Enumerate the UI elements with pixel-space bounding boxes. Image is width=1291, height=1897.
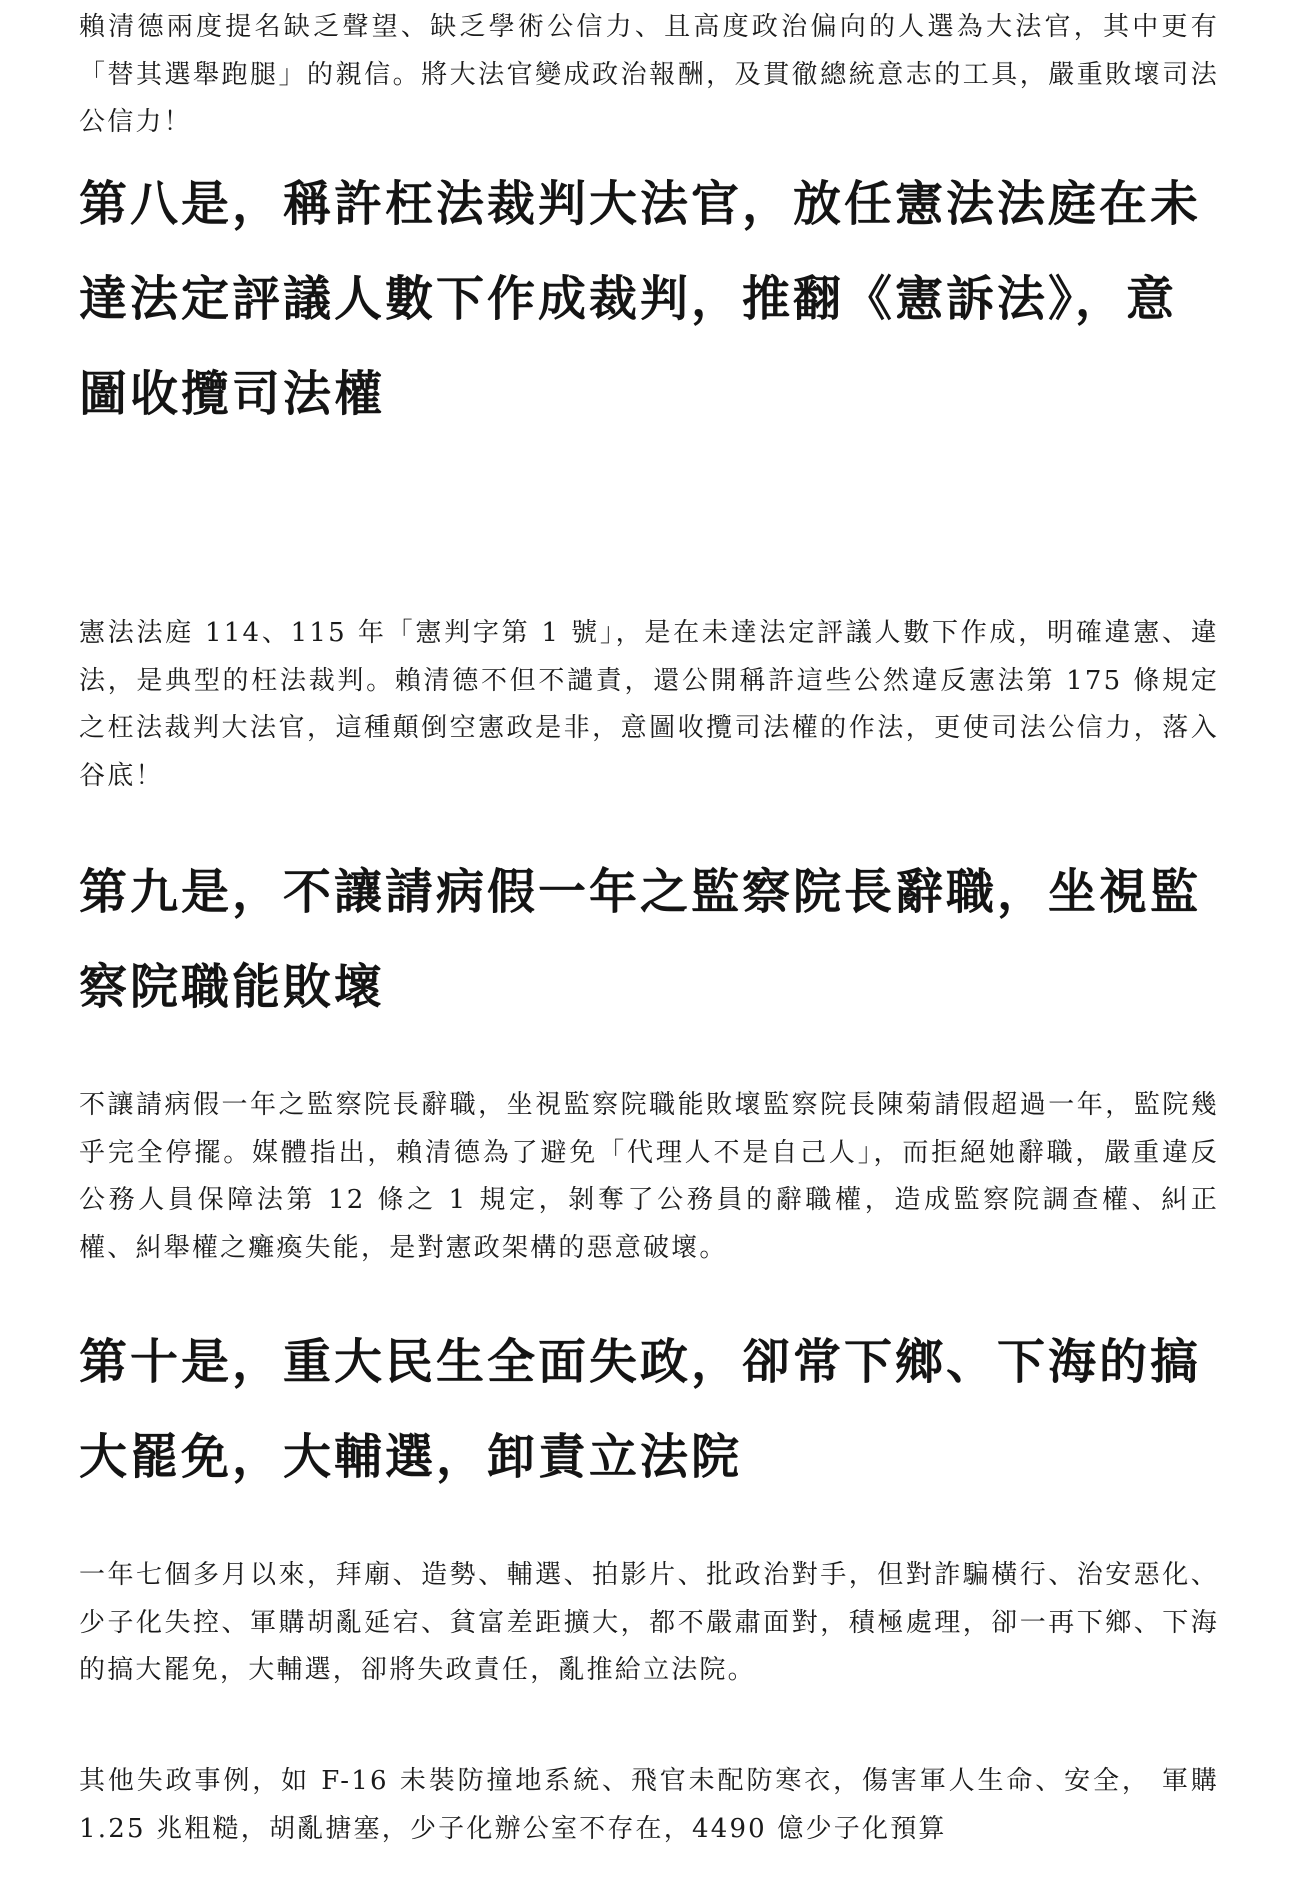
section-body-8: 憲法法庭 114、115 年「憲判字第 1 號」，是在未達法定評議人數下作成，明確違憲、違法，是典型的枉法裁判。賴清德不但不譴責，還公開稱許這些公然違反憲法第 175 條規定之枉法裁判大法官，這種顛倒空憲政是非，意圖收攬司法權的作法，更使司法公信力，落入谷底！ xyxy=(79,618,1219,791)
section-body-10: 一年七個多月以來，拜廟、造勢、輔選、拍影片、批政治對手，但對詐騙橫行、治安惡化、少子化失控、軍購胡亂延宕、貧富差距擴大，都不嚴肅面對，積極處理，卻一再下鄉、下海的搞大罷免，大輔選，卻將失政責任，亂推給立法院。 xyxy=(79,1560,1219,1685)
section-heading-9: 第九是，不讓請病假一年之監察院長辭職，坐視監察院職能敗壞 xyxy=(79,864,1202,1015)
section-body-10-continued: 其他失政事例，如 F-16 未裝防撞地系統、飛官未配防寒衣，傷害軍人生命、安全， 軍購 1.25 兆粗糙，胡亂搪塞，少子化辦公室不存在，4490 億少子化預算 xyxy=(79,1766,1219,1844)
section-body-9: 不讓請病假一年之監察院長辭職，坐視監察院職能敗壞監察院長陳菊請假超過一年，監院幾乎完全停擺。媒體指出，賴清德為了避免「代理人不是自己人」，而拒絕她辭職，嚴重違反公務人員保障法第 12 條之 1 規定，剝奪了公務員的辭職權，造成監察院調查權、糾正權、糾舉權之癱瘓失能，是對憲政架構的惡意破壞。 xyxy=(79,1090,1219,1263)
section-heading-8: 第八是，稱許枉法裁判大法官，放任憲法法庭在未達法定評議人數下作成裁判，推翻《憲訴法》，意圖收攬司法權 xyxy=(79,176,1202,422)
intro-paragraph: 賴清德兩度提名缺乏聲望、缺乏學術公信力、且高度政治偏向的人選為大法官，其中更有「替其選舉跑腿」的親信。將大法官變成政治報酬，及貫徹總統意志的工具，嚴重敗壞司法公信力！ xyxy=(79,12,1219,137)
section-heading-10: 第十是，重大民生全面失政，卻常下鄉、下海的搞大罷免，大輔選，卸責立法院 xyxy=(79,1334,1202,1485)
